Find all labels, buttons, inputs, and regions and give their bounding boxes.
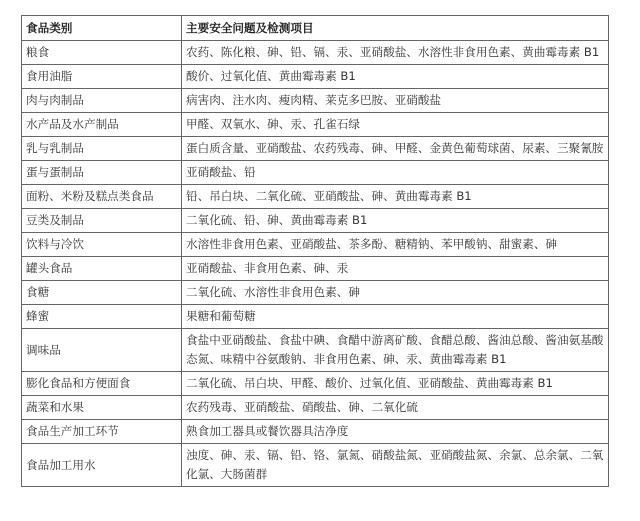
category-cell: 调味品 (22, 329, 182, 372)
table-row (22, 305, 609, 329)
category-cell: 乳与乳制品 (22, 137, 182, 161)
items-cell: 亚硝酸盐、铅 (182, 161, 609, 185)
table-row (22, 420, 609, 444)
table-row (22, 257, 609, 281)
items-cell: 食盐中亚硝酸盐、食盐中碘、食醋中游离矿酸、食醋总酸、酱油总酸、酱油氨基酸态氮、味精中谷氨酸钠、非食用色素、砷、汞、黄曲霉毒素 B1 (182, 329, 609, 372)
items-cell: 二氧化硫、吊白块、甲醛、酸价、过氧化值、亚硝酸盐、黄曲霉毒素 B1 (182, 372, 609, 396)
table-row (22, 41, 609, 65)
category-cell: 食用油脂 (22, 65, 182, 89)
category-cell: 面粉、米粉及糕点类食品 (22, 185, 182, 209)
items-cell: 二氧化硫、水溶性非食用色素、砷 (182, 281, 609, 305)
table-row (22, 113, 609, 137)
category-cell: 水产品及水产制品 (22, 113, 182, 137)
items-cell: 浊度、砷、汞、镉、铅、铬、氯氮、硝酸盐氮、亚硝酸盐氮、余氯、总余氯、二氧化氯、大肠菌群 (182, 444, 609, 487)
items-cell: 甲醛、双氧水、砷、汞、孔雀石绿 (182, 113, 609, 137)
table-row (22, 444, 609, 487)
category-cell: 豆类及制品 (22, 209, 182, 233)
header-food-category: 食品类别 (22, 16, 182, 41)
items-cell: 病害肉、注水肉、瘦肉精、莱克多巴胺、亚硝酸盐 (182, 89, 609, 113)
table-row (22, 65, 609, 89)
items-cell: 铅、吊白块、二氧化硫、亚硝酸盐、砷、黄曲霉毒素 B1 (182, 185, 609, 209)
table-row (22, 89, 609, 113)
table-row (22, 372, 609, 396)
category-cell: 食品加工用水 (22, 444, 182, 487)
table-row (22, 281, 609, 305)
items-cell: 农药、陈化粮、砷、铅、镉、汞、亚硝酸盐、水溶性非食用色素、黄曲霉毒素 B1 (182, 41, 609, 65)
category-cell: 肉与肉制品 (22, 89, 182, 113)
category-cell: 蔬菜和水果 (22, 396, 182, 420)
table-row (22, 329, 609, 372)
items-cell: 蛋白质含量、亚硝酸盐、农药残毒、砷、甲醛、金黄色葡萄球菌、尿素、三聚氰胺 (182, 137, 609, 161)
items-cell: 酸价、过氧化值、黄曲霉毒素 B1 (182, 65, 609, 89)
category-cell: 粮食 (22, 41, 182, 65)
table-row (22, 209, 609, 233)
category-cell: 膨化食品和方便面食 (22, 372, 182, 396)
category-cell: 罐头食品 (22, 257, 182, 281)
table-row (22, 137, 609, 161)
table-row (22, 233, 609, 257)
food-safety-table-container (21, 15, 608, 487)
category-cell: 食糖 (22, 281, 182, 305)
category-cell: 蜂蜜 (22, 305, 182, 329)
header-safety-issues: 主要安全问题及检测项目 (182, 16, 609, 41)
items-cell: 水溶性非食用色素、亚硝酸盐、茶多酚、糖精钠、苯甲酸钠、甜蜜素、砷 (182, 233, 609, 257)
items-cell: 果糖和葡萄糖 (182, 305, 609, 329)
food-safety-table (21, 15, 609, 487)
category-cell: 饮料与冷饮 (22, 233, 182, 257)
table-row (22, 185, 609, 209)
category-cell: 蛋与蛋制品 (22, 161, 182, 185)
table-row (22, 161, 609, 185)
items-cell: 农药残毒、亚硝酸盐、硝酸盐、砷、二氧化硫 (182, 396, 609, 420)
items-cell: 熟食加工器具或餐饮器具洁净度 (182, 420, 609, 444)
category-cell: 食品生产加工环节 (22, 420, 182, 444)
table-header-row (22, 16, 609, 41)
items-cell: 亚硝酸盐、非食用色素、砷、汞 (182, 257, 609, 281)
items-cell: 二氧化硫、铅、砷、黄曲霉毒素 B1 (182, 209, 609, 233)
table-row (22, 396, 609, 420)
